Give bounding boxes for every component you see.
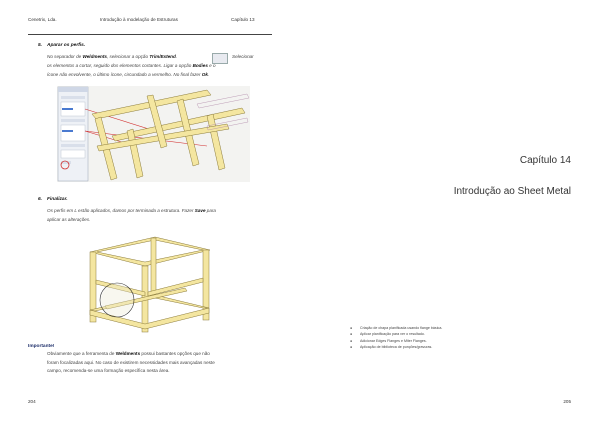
step6-line1: Os perfis em L estão aplicados, damos por terminada a estrutura. Fazer Save para <box>47 208 216 213</box>
trim-screenshot-figure <box>57 86 250 182</box>
step6-line2: aplicar as alterações. <box>47 217 91 222</box>
list-item: ● Aplicação de biblioteca de punções/gravuras. <box>350 344 442 350</box>
step6-title: Finalizar. <box>47 197 68 202</box>
step5-title: Aparar os perfis. <box>47 43 86 48</box>
right-page <box>300 0 600 424</box>
step5-line2: os elementos a cortar, seguido dos elementos cortantes. Ligar a opção Bodies e o <box>47 63 216 68</box>
step6-number: 6. <box>38 197 43 202</box>
header-chapter: Capítulo 13 <box>231 17 255 22</box>
page-number-left: 204 <box>28 399 36 404</box>
header-rule <box>28 34 272 35</box>
step5-line3: ícone não envolvente, o último ícone, circundado a vermelho. No final fazer Ok. <box>47 72 210 77</box>
step5-line1-tail: Selecionar <box>232 54 254 59</box>
note-body: Obviamente que a ferramenta de Weldments possui bastantes opções que não foram focalizadas aqui. No caso de existirem necessidades mais avançadas neste campo, recomenda-se uma formação específica nesta área. <box>47 351 215 374</box>
page-number-right: 205 <box>563 399 571 404</box>
chapter-objectives-list <box>350 325 442 351</box>
list-item: ● Adicionar Edges Flanges e Miter Flanges. <box>350 338 442 344</box>
list-item: ● Aplicar planificação para ver o resultado. <box>350 331 442 337</box>
list-item: ● Criação de chapa planificada usando flange básica. <box>350 325 442 331</box>
header-author: Cenetrix, Lda. <box>28 17 57 22</box>
trim-extend-ref: Trim/Extend <box>149 54 176 59</box>
frame-structure-figure <box>85 232 215 334</box>
weldments-tab-ref: Weldments <box>82 54 107 59</box>
note-title: Importante! <box>28 344 55 349</box>
step5-line1: No separador de Weldments, selecionar a opção Trim/Extend. <box>47 54 178 59</box>
chapter-title: Introdução ao Sheet Metal <box>453 186 571 197</box>
header-title: Introdução à modelação de Estruturas <box>100 17 178 22</box>
step5-number: 5. <box>38 43 43 48</box>
chapter-label: Capítulo 14 <box>519 155 571 166</box>
